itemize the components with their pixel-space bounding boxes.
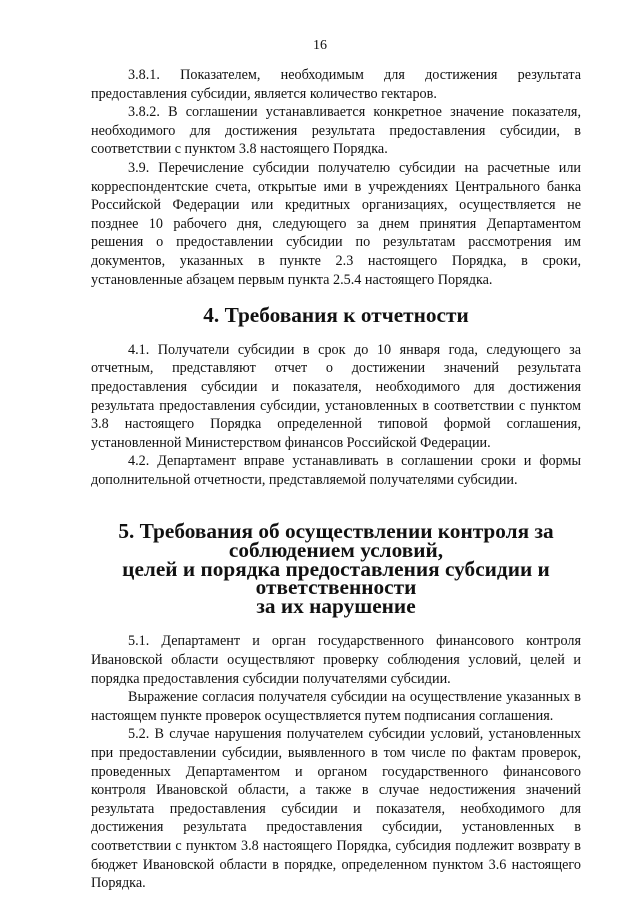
paragraph-5-2: 5.2. В случае нарушения получателем субсидии условий, установленных при предоставлении субсидии, выявленного в том числе по фактам проверок, проведенных Департаментом и органом государственного финансового контроля Ивановской области, а также в случае недостижения значений результата предоставления субсидии и показателя, необходимого для достижения результата предоставления субсидии, установленных в соответствии с пунктом 3.8 настоящего Порядка, субсидия подлежит возврату в бюджет Ивановской области в порядке, определенном пунктом 3.6 настоящего Порядка. — [91, 726, 581, 892]
paragraph-4-1: 4.1. Получатели субсидии в срок до 10 января года, следующего за отчетным, представляют отчет о достижении значений результата предоставления субсидии и показателя, необходимого для достижения результата предоставления субсидии, установленных в соответствии с пунктом 3.8 настоящего Порядка определенной типовой формой соглашения, установленной Министерством финансов Российской Федерации. — [91, 341, 581, 451]
paragraph-3-8-2: 3.8.2. В соглашении устанавливается конкретное значение показателя, необходимого для достижения результата предоставления субсидии, в соответствии с пунктом 3.8 настоящего Порядка. — [91, 104, 581, 158]
section-4-title-text: 4. Требования к отчетности — [203, 303, 469, 328]
paragraph-consent: Выражение согласия получателя субсидии на осуществление указанных в настоящем пункте проверок осуществляется путем подписания соглашения. — [91, 689, 581, 724]
paragraph-3-8-1: 3.8.1. Показателем, необходимым для достижения результата предоставления субсидии, является количество гектаров. — [91, 67, 581, 102]
paragraph-3-9: 3.9. Перечисление субсидии получателю субсидии на расчетные или корреспондентские счета, открытые ими в учреждениях Центрального банка Российской Федерации или кредитных организациях, осуществляется не позднее 10 рабочего дня, следующего за днем принятия Департаментом решения о предоставлении субсидии по результатам рассмотрения им документов, указанных в пункте 2.3 настоящего Порядка, в сроки, установленные абзацем первым пункта 2.5.4 настоящего Порядка. — [91, 159, 581, 288]
section-5-title-line: 5. Требования об осуществлении контроля за соблюдением условий, — [118, 519, 554, 563]
paragraph-5-1: 5.1. Департамент и орган государственного финансового контроля Ивановской области осуществляют проверку соблюдения условий, целей и порядка предоставления субсидии получателями субсидии. — [91, 633, 581, 687]
paragraph-4-2: 4.2. Департамент вправе устанавливать в соглашении сроки и формы дополнительной отчетности, представляемой получателями субсидии. — [91, 453, 581, 488]
section-5-title — [91, 519, 581, 618]
section-5-title-line: за их нарушение — [256, 593, 416, 618]
document-body — [91, 66, 581, 893]
section-4-title — [91, 303, 581, 328]
page-number: 16 — [313, 38, 327, 53]
section-5-title-line: целей и порядка предоставления субсидии и ответственности — [122, 556, 550, 600]
